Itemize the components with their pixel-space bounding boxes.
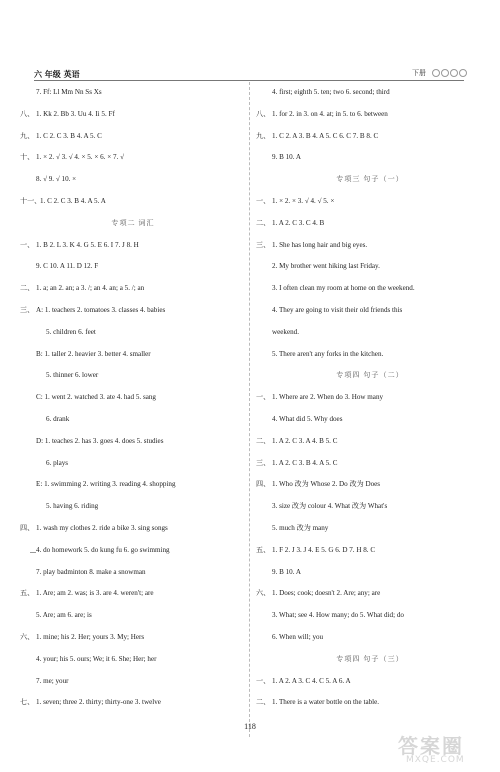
answer-line [20, 169, 246, 191]
answer-text: C: 1. went 2. watched 3. ate 4. had 5. sang [36, 393, 156, 402]
section-heading: 专项四 句子（二） [336, 371, 404, 380]
question-number: 七、 [20, 698, 35, 707]
answer-line [20, 431, 246, 453]
answer-text: 1. A 2. C 3. C 4. B [272, 218, 325, 227]
answer-line [20, 409, 246, 431]
section-heading: 专项四 句子（三） [336, 654, 404, 663]
answer-line [256, 235, 484, 257]
question-number: 六、 [256, 589, 271, 598]
question-number: 九、 [20, 131, 35, 140]
answer-text: 3. What; see 4. How many; do 5. What did; do [272, 611, 404, 620]
header-volume-label: 下册 [412, 69, 426, 77]
answer-line [20, 627, 246, 649]
answer-text: 1. for 2. in 3. on 4. at; in 5. to 6. between [272, 109, 388, 118]
answer-text: 1. C 2. C 3. B 4. A 5. C [36, 131, 102, 140]
header-volume [412, 68, 467, 78]
answer-line [20, 104, 246, 126]
answer-text: 6. plays [46, 458, 69, 467]
answer-text: 5. children 6. feet [46, 327, 96, 336]
answer-line [256, 344, 484, 366]
answer-line [20, 562, 246, 584]
answer-line [20, 300, 246, 322]
question-number: 一、 [256, 196, 271, 205]
question-number: 八、 [256, 109, 271, 118]
answer-line [256, 278, 484, 300]
answer-text: 5. much 改为 many [272, 523, 329, 532]
answer-line [20, 387, 246, 409]
right-column [256, 82, 484, 714]
answer-text: 5. There aren't any forks in the kitchen. [272, 349, 384, 358]
answer-line [20, 671, 246, 693]
answer-text: 4. do homework 5. do kung fu 6. go swimming [36, 545, 170, 554]
answer-line [20, 649, 246, 671]
question-number: 三、 [256, 240, 271, 249]
answer-line [256, 300, 484, 322]
answer-line [20, 692, 246, 714]
answer-line [256, 562, 484, 584]
answer-line [256, 213, 484, 235]
answer-line [20, 126, 246, 148]
answer-line [20, 235, 246, 257]
question-number: 一、 [256, 676, 271, 685]
section-heading: 专项二 词汇 [111, 218, 155, 227]
column-divider [249, 82, 250, 737]
answer-text: 1. wash my clothes 2. ride a bike 3. sing songs [36, 523, 168, 532]
answer-line [20, 256, 246, 278]
question-number: 五、 [20, 589, 35, 598]
question-number: 九、 [256, 131, 271, 140]
answer-text: 1. A 2. C 3. A 4. B 5. C [272, 436, 338, 445]
left-column [20, 82, 246, 714]
answer-text: 1. F 2. J 3. J 4. E 5. G 6. D 7. H 8. C [272, 545, 376, 554]
answer-line [256, 540, 484, 562]
answer-text: 1. × 2. √ 3. √ 4. × 5. × 6. × 7. √ [36, 153, 124, 162]
answer-line [20, 147, 246, 169]
answer-line [20, 474, 246, 496]
answer-text: 5. thinner 6. lower [46, 371, 99, 380]
page-number: 118 [244, 722, 256, 731]
answer-text: 5. Are; am 6. are; is [36, 611, 92, 620]
answer-line [256, 474, 484, 496]
answer-line [256, 191, 484, 213]
answer-text: 9. B 10. A [272, 567, 301, 576]
answer-text: 1. Are; am 2. was; is 3. are 4. weren't; are [36, 589, 154, 598]
answer-line [256, 583, 484, 605]
answer-text: 9. C 10. A 11. D 12. F [36, 262, 99, 271]
answer-line [256, 496, 484, 518]
question-number: 五、 [256, 545, 271, 554]
answer-text: 7. Ff: Ll Mm Nn Ss Xs [36, 88, 102, 96]
answer-text: 1. She has long hair and big eyes. [272, 240, 368, 249]
answer-line [256, 453, 484, 475]
answer-line [256, 387, 484, 409]
answer-line [256, 409, 484, 431]
answer-text: 1. × 2. × 3. √ 4. √ 5. × [272, 196, 335, 205]
answer-line [20, 540, 246, 562]
answer-line [256, 147, 484, 169]
question-number: 一、 [256, 393, 271, 402]
answer-text: 2. My brother went hiking last Friday. [272, 262, 380, 271]
answer-text: E: 1. swimming 2. writing 3. reading 4. shopping [36, 480, 176, 489]
question-number: 八、 [20, 109, 35, 118]
question-number: 四、 [20, 523, 35, 532]
answer-text: 1. Does; cook; doesn't 2. Are; any; are [272, 589, 381, 598]
answer-text: weekend. [272, 327, 299, 336]
answer-line [20, 278, 246, 300]
answer-line [256, 104, 484, 126]
question-number: 六、 [20, 632, 35, 641]
answer-text: 1. Kk 2. Bb 3. Uu 4. Ii 5. Ff [36, 109, 115, 118]
answer-line [256, 518, 484, 540]
question-number: 二、 [256, 218, 271, 227]
watermark-logo [398, 730, 490, 770]
watermark-text: 答案圈 [398, 734, 464, 758]
answer-line [20, 322, 246, 344]
header-grade-subject: 六 年级 英语 [34, 70, 80, 79]
answer-text: 4. first; eighth 5. ten; two 6. second; third [272, 88, 390, 96]
answer-text: 4. They are going to visit their old friends this [272, 305, 403, 314]
answer-text: 5. having 6. riding [46, 502, 99, 511]
answer-line [256, 126, 484, 148]
answer-text: 1. seven; three 2. thirty; thirty-one 3. twelve [36, 698, 161, 707]
answer-text: 1. B 2. L 3. K 4. G 5. E 6. I 7. J 8. H [36, 240, 139, 249]
header-rule [34, 80, 464, 81]
answer-text: 6. When will; you [272, 632, 324, 641]
answer-line [20, 518, 246, 540]
answer-line [256, 692, 484, 714]
answer-line [256, 431, 484, 453]
question-number: 四、 [256, 480, 271, 489]
answer-line [20, 496, 246, 518]
decorative-dots-icon [431, 69, 467, 77]
question-number: 十、 [20, 153, 35, 162]
answer-text: 4. your; his 5. ours; We; it 6. She; Her; her [36, 654, 157, 663]
answer-line [256, 82, 484, 104]
answer-text: 4. What did 5. Why does [272, 414, 343, 423]
answer-line [20, 82, 246, 104]
answer-text: D: 1. teaches 2. has 3. goes 4. does 5. studies [36, 436, 164, 445]
answer-text: 1. a; an 2. an; a 3. /; an 4. an; a 5. /; an [36, 284, 145, 293]
answer-line [20, 605, 246, 627]
answer-text: 7. me; your [36, 676, 69, 685]
answer-text: 1. Where are 2. When do 3. How many [272, 393, 384, 402]
answer-text: 1. C 2. C 3. B 4. A 5. A [40, 196, 106, 205]
answer-text: 9. B 10. A [272, 153, 301, 162]
answer-text: 1. C 2. A 3. B 4. A 5. C 6. C 7. B 8. C [272, 131, 379, 140]
answer-line [256, 322, 484, 344]
question-number: 二、 [20, 284, 35, 293]
question-number: 三、 [256, 458, 271, 467]
answer-text: 7. play badminton 8. make a snowman [36, 567, 146, 576]
answer-text: 3. I often clean my room at home on the weekend. [272, 284, 415, 293]
answer-text: 1. There is a water bottle on the table. [272, 698, 380, 707]
answer-line [20, 191, 246, 213]
question-number: 二、 [256, 698, 271, 707]
answer-text: 1. A 2. A 3. C 4. C 5. A 6. A [272, 676, 351, 685]
answer-text: 8. √ 9. √ 10. × [36, 175, 77, 184]
answer-text: B: 1. taller 2. heavier 3. better 4. smaller [36, 349, 151, 358]
answer-text: 6. drank [46, 414, 70, 423]
scan-mark [30, 552, 36, 553]
answer-text: 1. Who 改为 Whose 2. Do 改为 Does [272, 480, 381, 489]
watermark-site: MXQE.COM [406, 755, 465, 765]
section-heading: 专项三 句子（一） [336, 175, 404, 184]
answer-line [256, 627, 484, 649]
answer-text: 1. A 2. C 3. B 4. A 5. C [272, 458, 338, 467]
answer-text: A: 1. teachers 2. tomatoes 3. classes 4. babies [36, 305, 166, 314]
question-number: 十一、 [20, 196, 42, 205]
question-number: 一、 [20, 240, 35, 249]
answer-line [20, 365, 246, 387]
answer-line [20, 583, 246, 605]
answer-line [256, 671, 484, 693]
answer-line [20, 453, 246, 475]
question-number: 三、 [20, 305, 35, 314]
answer-line [256, 605, 484, 627]
answer-text: 1. mine; his 2. Her; yours 3. My; Hers [36, 632, 145, 641]
question-number: 二、 [256, 436, 271, 445]
answer-text: 3. size 改为 colour 4. What 改为 What's [272, 502, 388, 511]
answer-line [256, 256, 484, 278]
answer-line [20, 344, 246, 366]
